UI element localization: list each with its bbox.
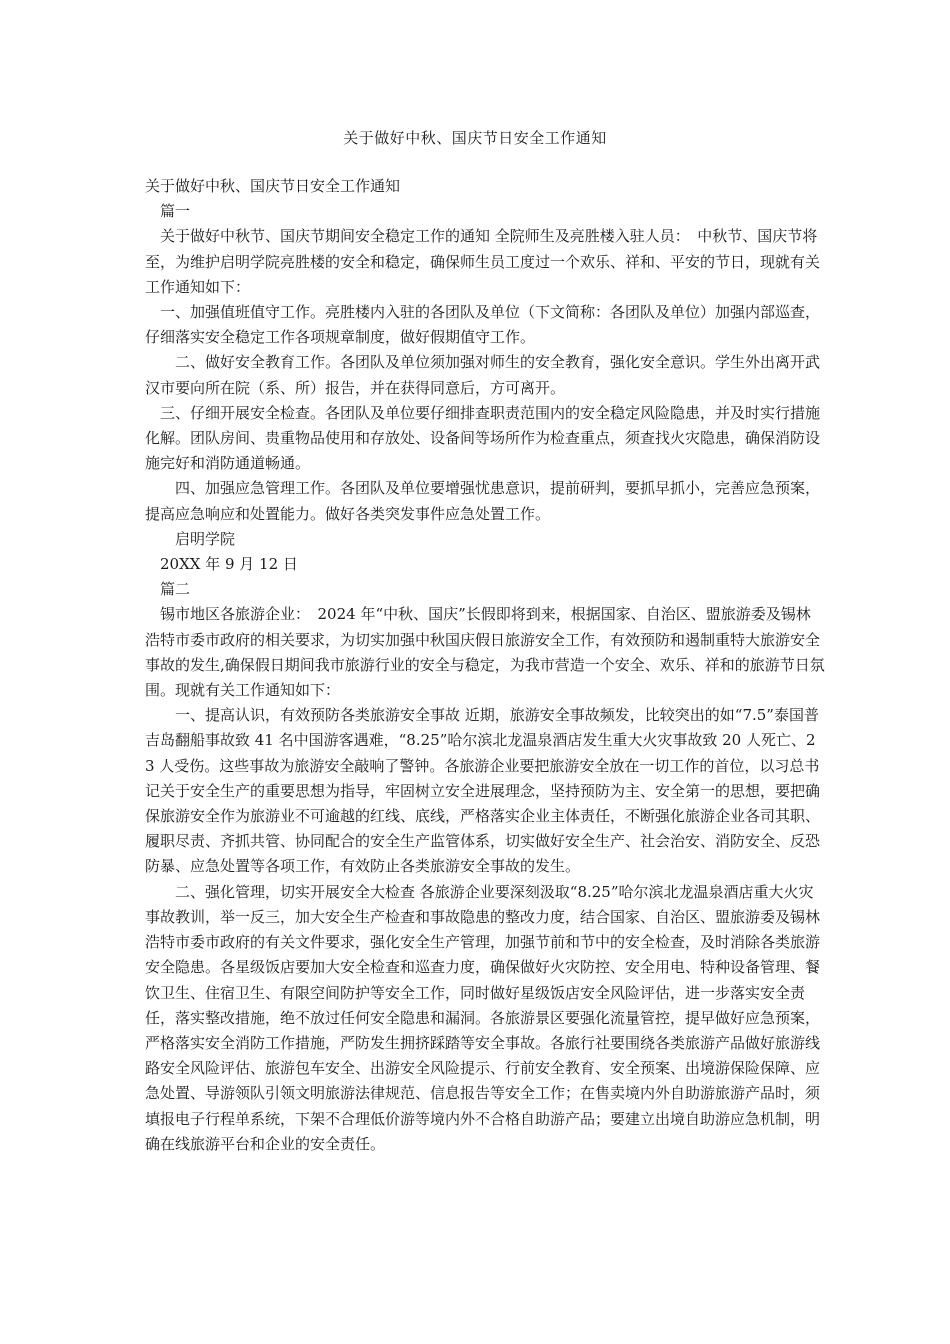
- heading-line: 关于做好中秋、国庆节日安全工作通知: [145, 177, 401, 195]
- document-body: [145, 174, 825, 1157]
- paragraph: 一、加强值班值守工作。亮胜楼内入驻的各团队及单位（下文简称：各团队及单位）加强内部巡查，仔细落实安全稳定工作各项规章制度，做好假期值守工作。: [145, 303, 821, 347]
- signature-org: 启明学院: [145, 529, 236, 548]
- paragraph: 二、做好安全教育工作。各团队及单位须加强对师生的安全教育，强化安全意识。学生外出离开武汉市要向所在院（系、所）报告，并在获得同意后，方可离开。: [145, 353, 821, 397]
- section-label-1: 篇一: [145, 202, 191, 221]
- paragraph: 二、强化管理，切实开展安全大检查 各旅游企业要深刻汲取“8.25”哈尔滨北龙温泉酒店重大火灾事故教训，举一反三，加大安全生产检查和事故隐患的整改力度，结合国家、自治区、盟旅游委及锡林浩特市委市政府的有关文件要求，强化安全生产管理，加强节前和节中的安全检查，及时消除各类旅游安全隐患。各星级饭店要加大安全检查和巡查力度，确保做好火灾防控、安全用电、特种设备管理、餐饮卫生、住宿卫生、有限空间防护等安全工作，同时做好星级饭店安全风险评估，进一步落实安全责任，落实整改措施，绝不放过任何安全隐患和漏洞。各旅游景区要强化流量管控，提早做好应急预案，严格落实安全消防工作措施，严防发生拥挤踩踏等安全事故。各旅行社要围绕各类旅游产品做好旅游线路安全风险评估、旅游包车安全、出游安全风险提示、行前安全教育、安全预案、出境游保险保障、应急处置、导游领队引领文明旅游法律规范、信息报告等安全工作；在售卖境内外自助游旅游产品时，须填报电子行程单系统，下架不合理低价游等境内外不合格自助游产品；要建立出境自助游应急机制，明确在线旅游平台和企业的安全责任。: [145, 882, 821, 1153]
- paragraph: 一、提高认识，有效预防各类旅游安全事故 近期，旅游安全事故频发，比较突出的如“7.5”泰国普吉岛翻船事故致 41 名中国游客遇难，“8.25”哈尔滨北龙温泉酒店发生重大火灾事故致 20 人死亡、23 人受伤。这些事故为旅游安全敲响了警钟。各旅游企业要把旅游安全放在一切工作的首位，以习总书记关于安全生产的重要思想为指导，牢固树立安全进展理念，坚持预防为主、安全第一的思想，要把确保旅游安全作为旅游业不可逾越的红线、底线，严格落实企业主体责任，不断强化旅游企业各司其职、履职尽责、齐抓共管、协同配合的安全生产监管体系，切实做好安全生产、社会治安、消防安全、反恐防暴、应急处置等各项工作，有效防止各类旅游安全事故的发生。: [145, 706, 821, 876]
- paragraph: 三、仔细开展安全检查。各团队及单位要仔细排查职责范围内的安全稳定风险隐患，并及时实行措施化解。团队房间、贵重物品使用和存放处、设备间等场所作为检查重点，须查找火灾隐患，确保消防设施完好和消防通道畅通。: [145, 403, 821, 473]
- paragraph: 锡市地区各旅游企业： 2024 年“中秋、国庆”长假即将到来，根据国家、自治区、盟旅游委及锡林浩特市委市政府的相关要求，为切实加强中秋国庆假日旅游安全工作，有效预防和遏制重特大旅游安全事故的发生,确保假日期间我市旅游行业的安全与稳定，为我市营造一个安全、欢乐、祥和的旅游节日氛围。现就有关工作通知如下：: [145, 605, 825, 700]
- signature-date: 20XX 年 9 月 12 日: [145, 555, 298, 574]
- page-title: 关于做好中秋、国庆节日安全工作通知: [343, 129, 607, 147]
- section-label-2: 篇二: [145, 580, 191, 599]
- paragraph: 关于做好中秋节、国庆节期间安全稳定工作的通知 全院师生及亮胜楼入驻人员： 中秋节、国庆节将至，为维护启明学院亮胜楼的安全和稳定，确保师生员工度过一个欢乐、祥和、平安的节日，现就有关工作通知如下：: [145, 227, 821, 296]
- paragraph: 四、加强应急管理工作。各团队及单位要增强忧患意识，提前研判，要抓早抓小，完善应急预案，提高应急响应和处置能力。做好各类突发事件应急处置工作。: [145, 479, 821, 523]
